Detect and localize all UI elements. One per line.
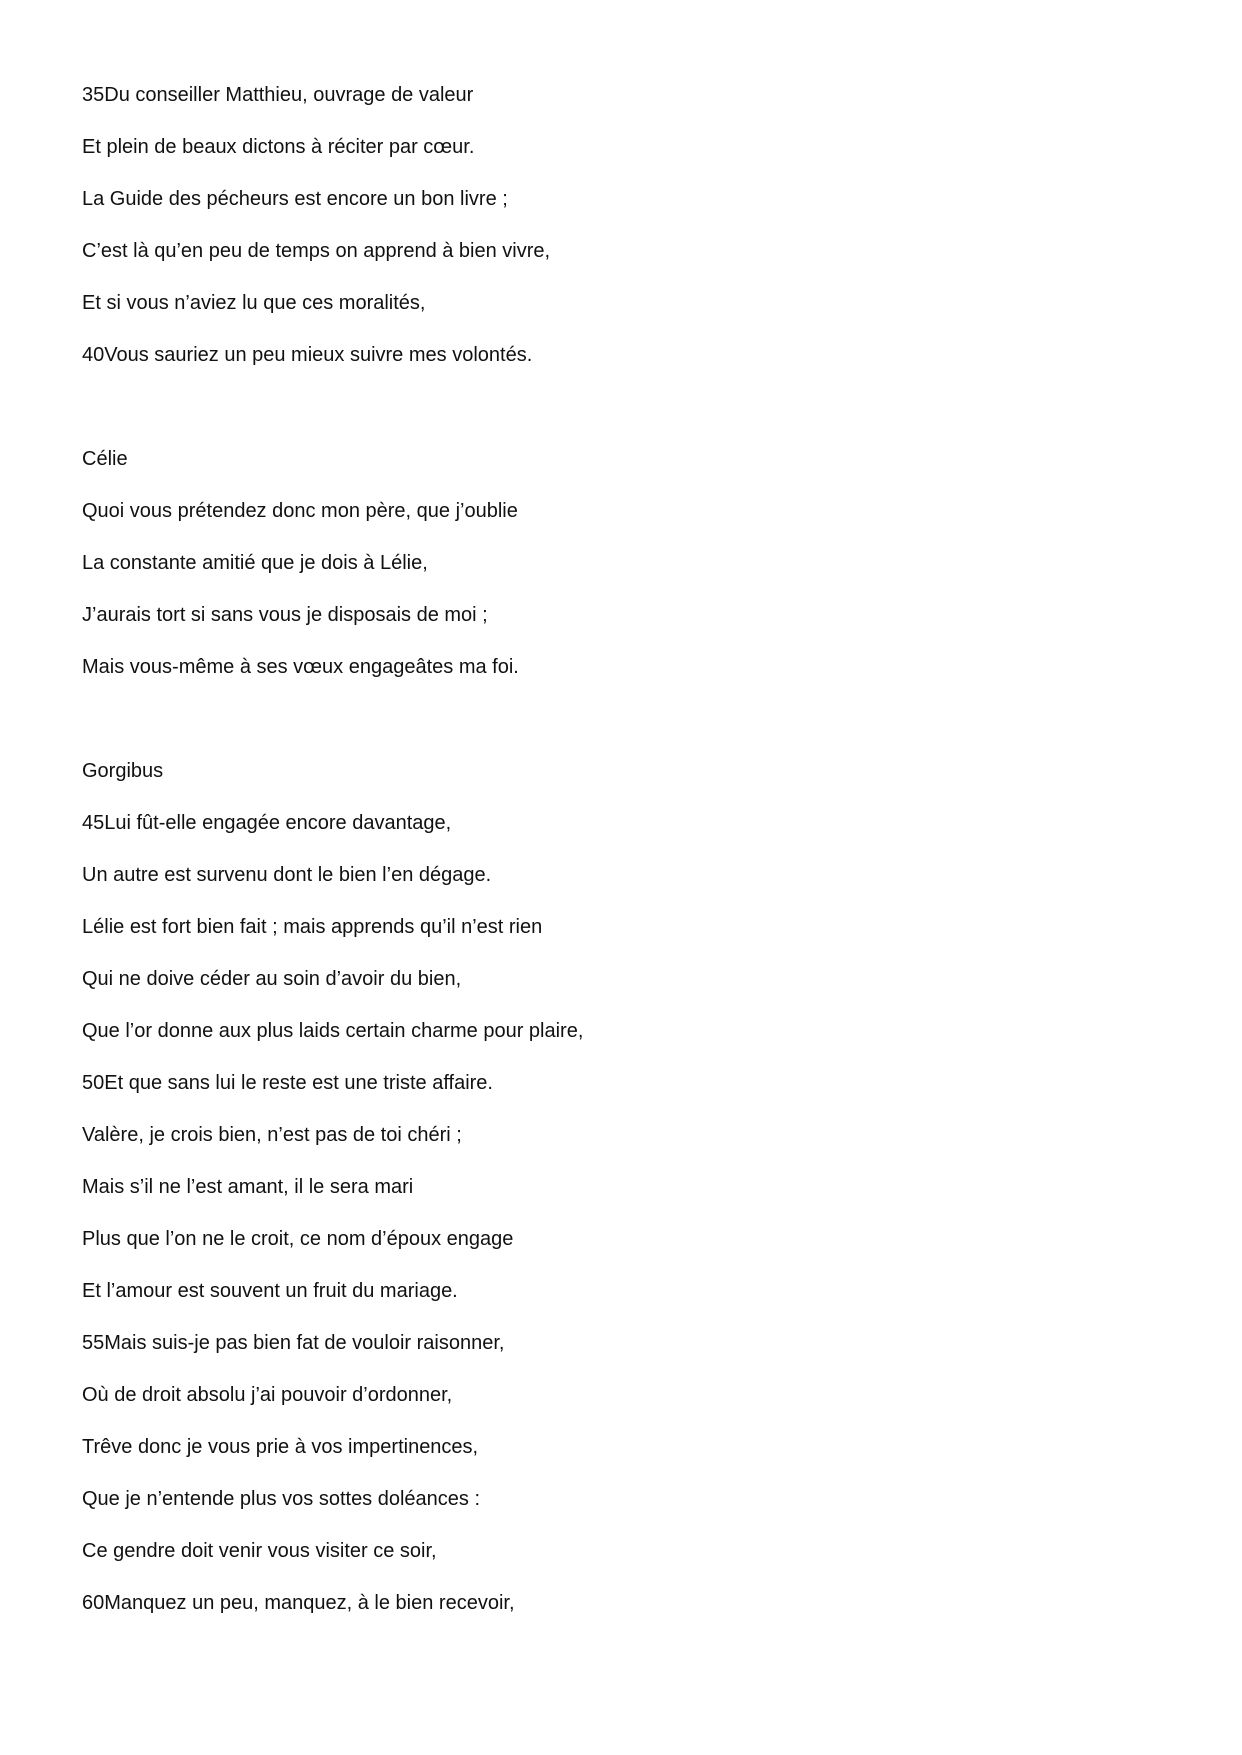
verse-line: Où de droit absolu j’ai pouvoir d’ordonner,	[82, 1384, 453, 1406]
verse-line: Et plein de beaux dictons à réciter par cœur.	[82, 136, 475, 158]
verse-line: 55Mais suis-je pas bien fat de vouloir raisonner,	[82, 1332, 505, 1354]
verse-line: C’est là qu’en peu de temps on apprend à bien vivre,	[82, 240, 551, 262]
verse-line: Mais s’il ne l’est amant, il le sera mari	[82, 1176, 414, 1198]
verse-line: Lélie est fort bien fait ; mais apprends qu’il n’est rien	[82, 916, 543, 938]
verse-line: Et si vous n’aviez lu que ces moralités,	[82, 292, 426, 314]
verse-line: Quoi vous prétendez donc mon père, que j’oublie	[82, 500, 518, 522]
verse-line: Ce gendre doit venir vous visiter ce soir,	[82, 1540, 437, 1562]
verse-line: Un autre est survenu dont le bien l’en dégage.	[82, 864, 492, 886]
verse-line: Plus que l’on ne le croit, ce nom d’époux engage	[82, 1228, 514, 1250]
verse-line: Et l’amour est souvent un fruit du mariage.	[82, 1280, 458, 1302]
speaker-name: Célie	[82, 448, 128, 470]
verse-line: Qui ne doive céder au soin d’avoir du bien,	[82, 968, 462, 990]
verse-line: Valère, je crois bien, n’est pas de toi chéri ;	[82, 1124, 462, 1146]
speaker-name: Gorgibus	[82, 760, 164, 782]
verse-line: J’aurais tort si sans vous je disposais de moi ;	[82, 604, 488, 626]
verse-line: Trêve donc je vous prie à vos impertinences,	[82, 1436, 479, 1458]
verse-line: La Guide des pécheurs est encore un bon livre ;	[82, 188, 508, 210]
verse-line: Que je n’entende plus vos sottes doléances :	[82, 1488, 481, 1510]
verse-line: 50Et que sans lui le reste est une triste affaire.	[82, 1072, 493, 1094]
verse-line: 45Lui fût-elle engagée encore davantage,	[82, 812, 452, 834]
verse-line: 60Manquez un peu, manquez, à le bien recevoir,	[82, 1592, 515, 1614]
verse-line: 40Vous sauriez un peu mieux suivre mes volontés.	[82, 344, 533, 366]
verse-line: Que l’or donne aux plus laids certain charme pour plaire,	[82, 1020, 584, 1042]
verse-line: 35Du conseiller Matthieu, ouvrage de valeur	[82, 84, 474, 106]
verse-line: Mais vous-même à ses vœux engageâtes ma foi.	[82, 656, 519, 678]
verse-line: La constante amitié que je dois à Lélie,	[82, 552, 428, 574]
